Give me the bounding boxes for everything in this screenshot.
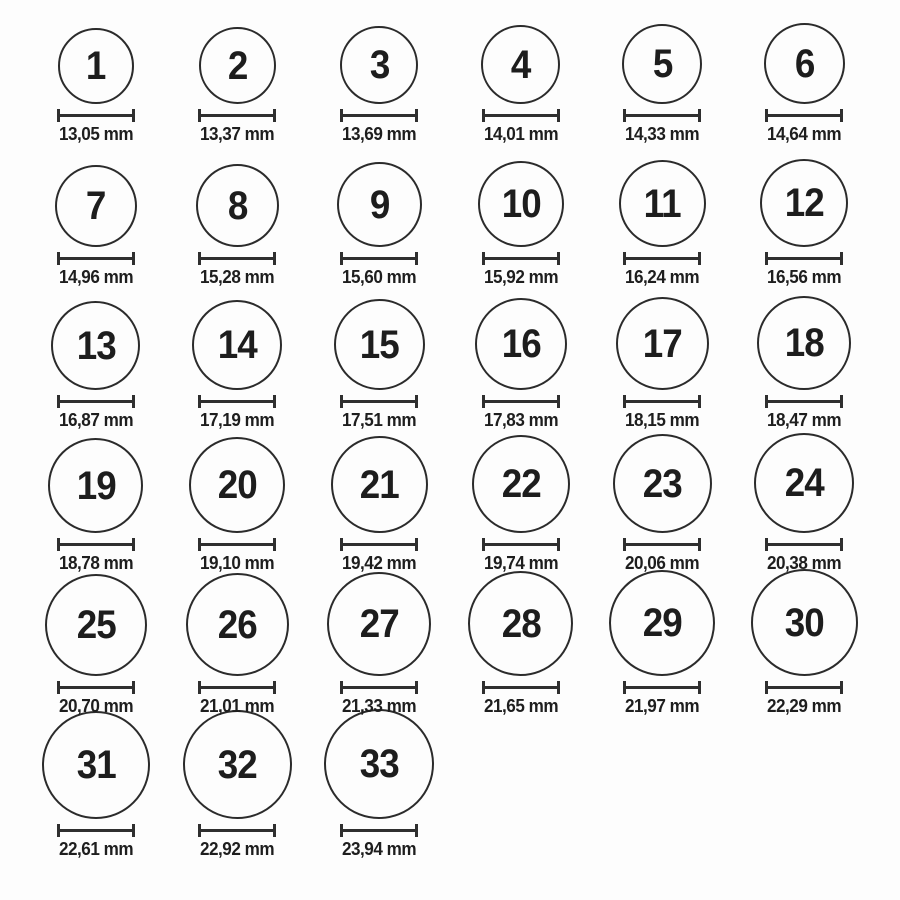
diameter-measure-line-icon xyxy=(340,395,418,408)
ring-size-number: 32 xyxy=(217,742,258,787)
diameter-measure-line-icon xyxy=(623,681,701,694)
ring-diameter-label: 15,28 mm xyxy=(200,267,275,287)
ring-circle xyxy=(45,574,147,676)
ring-size-number: 8 xyxy=(227,183,248,228)
diameter-measure-line-icon xyxy=(623,109,701,122)
ring-size-number: 5 xyxy=(652,42,673,86)
diameter-measure-line-icon xyxy=(765,681,843,694)
ring-diameter-label: 21,33 mm xyxy=(342,696,417,716)
ring-size-number: 33 xyxy=(359,742,399,786)
ring-size-number: 6 xyxy=(794,41,814,86)
ring-circle xyxy=(324,709,434,819)
ring-diameter-label: 21,97 mm xyxy=(625,696,700,716)
ring-cell xyxy=(308,723,450,866)
ring-size-number: 16 xyxy=(501,322,541,366)
ring-circle xyxy=(183,710,292,819)
ring-size-number: 4 xyxy=(511,42,531,87)
ring-size-number: 9 xyxy=(369,182,389,227)
ring-circle xyxy=(751,569,858,676)
ring-circle xyxy=(613,434,712,533)
ring-diameter-label: 17,83 mm xyxy=(483,410,558,430)
diameter-measure-line-icon xyxy=(482,395,560,408)
ring-cell xyxy=(592,437,734,580)
ring-diameter-label: 15,60 mm xyxy=(342,267,417,287)
ring-circle xyxy=(331,436,428,533)
ring-diameter-label: 21,65 mm xyxy=(483,696,558,716)
ring-size-number: 13 xyxy=(76,323,116,368)
ring-diameter-label: 13,69 mm xyxy=(342,124,417,144)
ring-circle xyxy=(58,28,134,104)
ring-diameter-label: 22,61 mm xyxy=(58,839,133,859)
diameter-measure-line-icon xyxy=(57,538,135,551)
ring-cell xyxy=(592,580,734,723)
ring-diameter-label: 23,94 mm xyxy=(342,839,417,859)
ring-diameter-label: 16,24 mm xyxy=(625,267,700,287)
ring-size-number: 31 xyxy=(76,743,116,787)
ring-cell xyxy=(308,437,450,580)
ring-circle xyxy=(468,571,573,676)
ring-cell xyxy=(450,580,592,723)
ring-circle xyxy=(334,299,425,390)
ring-circle xyxy=(186,573,289,676)
ring-diameter-label: 17,19 mm xyxy=(200,410,275,430)
ring-cell xyxy=(25,723,167,866)
ring-size-number: 15 xyxy=(359,322,399,367)
diameter-measure-line-icon xyxy=(340,824,418,837)
ring-size-number: 20 xyxy=(217,463,258,507)
diameter-measure-line-icon xyxy=(198,109,276,122)
ring-cell xyxy=(733,151,875,294)
diameter-measure-line-icon xyxy=(482,109,560,122)
ring-size-number: 10 xyxy=(501,182,541,226)
ring-cell xyxy=(308,8,450,151)
ring-circle xyxy=(192,300,282,390)
diameter-measure-line-icon xyxy=(623,252,701,265)
ring-cell xyxy=(167,437,309,580)
diameter-measure-line-icon xyxy=(482,252,560,265)
ring-cell xyxy=(25,437,167,580)
ring-size-number: 12 xyxy=(784,181,824,225)
ring-circle xyxy=(196,164,279,247)
ring-diameter-label: 18,15 mm xyxy=(625,410,700,430)
ring-circle xyxy=(199,27,276,104)
ring-diameter-label: 16,56 mm xyxy=(767,267,842,287)
ring-size-number: 23 xyxy=(642,461,683,506)
ring-circle xyxy=(340,26,418,104)
ring-circle xyxy=(619,160,706,247)
ring-cell xyxy=(592,151,734,294)
diameter-measure-line-icon xyxy=(765,538,843,551)
ring-circle xyxy=(55,165,137,247)
ring-diameter-label: 13,37 mm xyxy=(200,124,275,144)
ring-cell xyxy=(733,580,875,723)
ring-size-number: 18 xyxy=(784,321,824,365)
diameter-measure-line-icon xyxy=(57,395,135,408)
ring-size-number: 22 xyxy=(501,462,541,506)
diameter-measure-line-icon xyxy=(198,824,276,837)
ring-diameter-label: 14,33 mm xyxy=(625,124,700,144)
ring-cell xyxy=(733,8,875,151)
ring-diameter-label: 18,47 mm xyxy=(767,410,842,430)
ring-cell xyxy=(308,294,450,437)
ring-diameter-label: 14,64 mm xyxy=(767,124,842,144)
ring-diameter-label: 22,29 mm xyxy=(767,696,842,716)
diameter-measure-line-icon xyxy=(623,538,701,551)
ring-diameter-label: 19,10 mm xyxy=(200,553,275,573)
ring-diameter-label: 19,74 mm xyxy=(483,553,558,573)
diameter-measure-line-icon xyxy=(57,681,135,694)
ring-circle xyxy=(609,570,715,676)
ring-circle xyxy=(622,24,702,104)
ring-circle xyxy=(481,25,560,104)
ring-cell xyxy=(25,151,167,294)
ring-diameter-label: 14,96 mm xyxy=(58,267,133,287)
ring-cell xyxy=(450,151,592,294)
ring-size-number: 1 xyxy=(86,44,106,88)
diameter-measure-line-icon xyxy=(340,538,418,551)
ring-size-number: 26 xyxy=(217,602,258,647)
ring-size-number: 30 xyxy=(784,600,824,645)
ring-circle xyxy=(48,438,143,533)
diameter-measure-line-icon xyxy=(765,395,843,408)
ring-size-number: 28 xyxy=(501,601,541,646)
ring-cell xyxy=(450,294,592,437)
ring-circle xyxy=(478,161,564,247)
ring-size-number: 25 xyxy=(76,603,116,647)
ring-cell xyxy=(450,8,592,151)
ring-cell xyxy=(167,723,309,866)
ring-size-number: 17 xyxy=(642,321,683,366)
diameter-measure-line-icon xyxy=(623,395,701,408)
ring-diameter-label: 21,01 mm xyxy=(200,696,275,716)
diameter-measure-line-icon xyxy=(482,538,560,551)
ring-size-number: 11 xyxy=(643,181,682,226)
ring-size-number: 24 xyxy=(784,461,824,505)
ring-circle xyxy=(764,23,845,104)
diameter-measure-line-icon xyxy=(198,252,276,265)
ring-cell xyxy=(167,580,309,723)
diameter-measure-line-icon xyxy=(765,252,843,265)
ring-diameter-label: 18,78 mm xyxy=(58,553,133,573)
ring-circle xyxy=(475,298,567,390)
ring-diameter-label: 14,01 mm xyxy=(483,124,558,144)
ring-size-number: 27 xyxy=(359,602,399,646)
diameter-measure-line-icon xyxy=(198,395,276,408)
ring-cell xyxy=(25,294,167,437)
ring-cell xyxy=(308,580,450,723)
ring-diameter-label: 22,92 mm xyxy=(200,839,275,859)
ring-circle xyxy=(760,159,848,247)
ring-cell xyxy=(308,151,450,294)
ring-diameter-label: 16,87 mm xyxy=(58,410,133,430)
ring-diameter-label: 20,38 mm xyxy=(767,553,842,573)
diameter-measure-line-icon xyxy=(198,681,276,694)
ring-cell xyxy=(167,294,309,437)
diameter-measure-line-icon xyxy=(340,681,418,694)
ring-cell xyxy=(592,294,734,437)
ring-cell xyxy=(25,8,167,151)
diameter-measure-line-icon xyxy=(57,109,135,122)
ring-circle xyxy=(754,433,854,533)
ring-diameter-label: 20,06 mm xyxy=(625,553,700,573)
diameter-measure-line-icon xyxy=(57,252,135,265)
ring-cell xyxy=(592,8,734,151)
ring-cell xyxy=(25,580,167,723)
ring-cell xyxy=(167,8,309,151)
diameter-measure-line-icon xyxy=(482,681,560,694)
ring-size-number: 19 xyxy=(76,463,116,508)
ring-diameter-label: 20,70 mm xyxy=(58,696,133,716)
ring-size-number: 3 xyxy=(369,43,389,87)
ring-size-number: 7 xyxy=(86,184,106,228)
ring-circle xyxy=(42,711,150,819)
ring-size-number: 21 xyxy=(359,462,399,507)
ring-diameter-label: 13,05 mm xyxy=(58,124,133,144)
ring-size-number: 14 xyxy=(217,323,258,367)
diameter-measure-line-icon xyxy=(340,109,418,122)
ring-circle xyxy=(757,296,851,390)
diameter-measure-line-icon xyxy=(765,109,843,122)
ring-circle xyxy=(337,162,422,247)
diameter-measure-line-icon xyxy=(57,824,135,837)
ring-diameter-label: 15,92 mm xyxy=(483,267,558,287)
ring-circle xyxy=(472,435,570,533)
ring-cell xyxy=(733,294,875,437)
ring-circle xyxy=(616,297,709,390)
diameter-measure-line-icon xyxy=(198,538,276,551)
ring-size-chart xyxy=(25,8,875,866)
diameter-measure-line-icon xyxy=(340,252,418,265)
ring-cell xyxy=(167,151,309,294)
ring-circle xyxy=(189,437,285,533)
ring-cell xyxy=(450,437,592,580)
ring-size-number: 2 xyxy=(227,43,248,88)
ring-circle xyxy=(327,572,431,676)
ring-diameter-label: 17,51 mm xyxy=(342,410,417,430)
ring-cell xyxy=(733,437,875,580)
ring-diameter-label: 19,42 mm xyxy=(342,553,417,573)
ring-circle xyxy=(51,301,140,390)
ring-size-number: 29 xyxy=(642,601,683,645)
